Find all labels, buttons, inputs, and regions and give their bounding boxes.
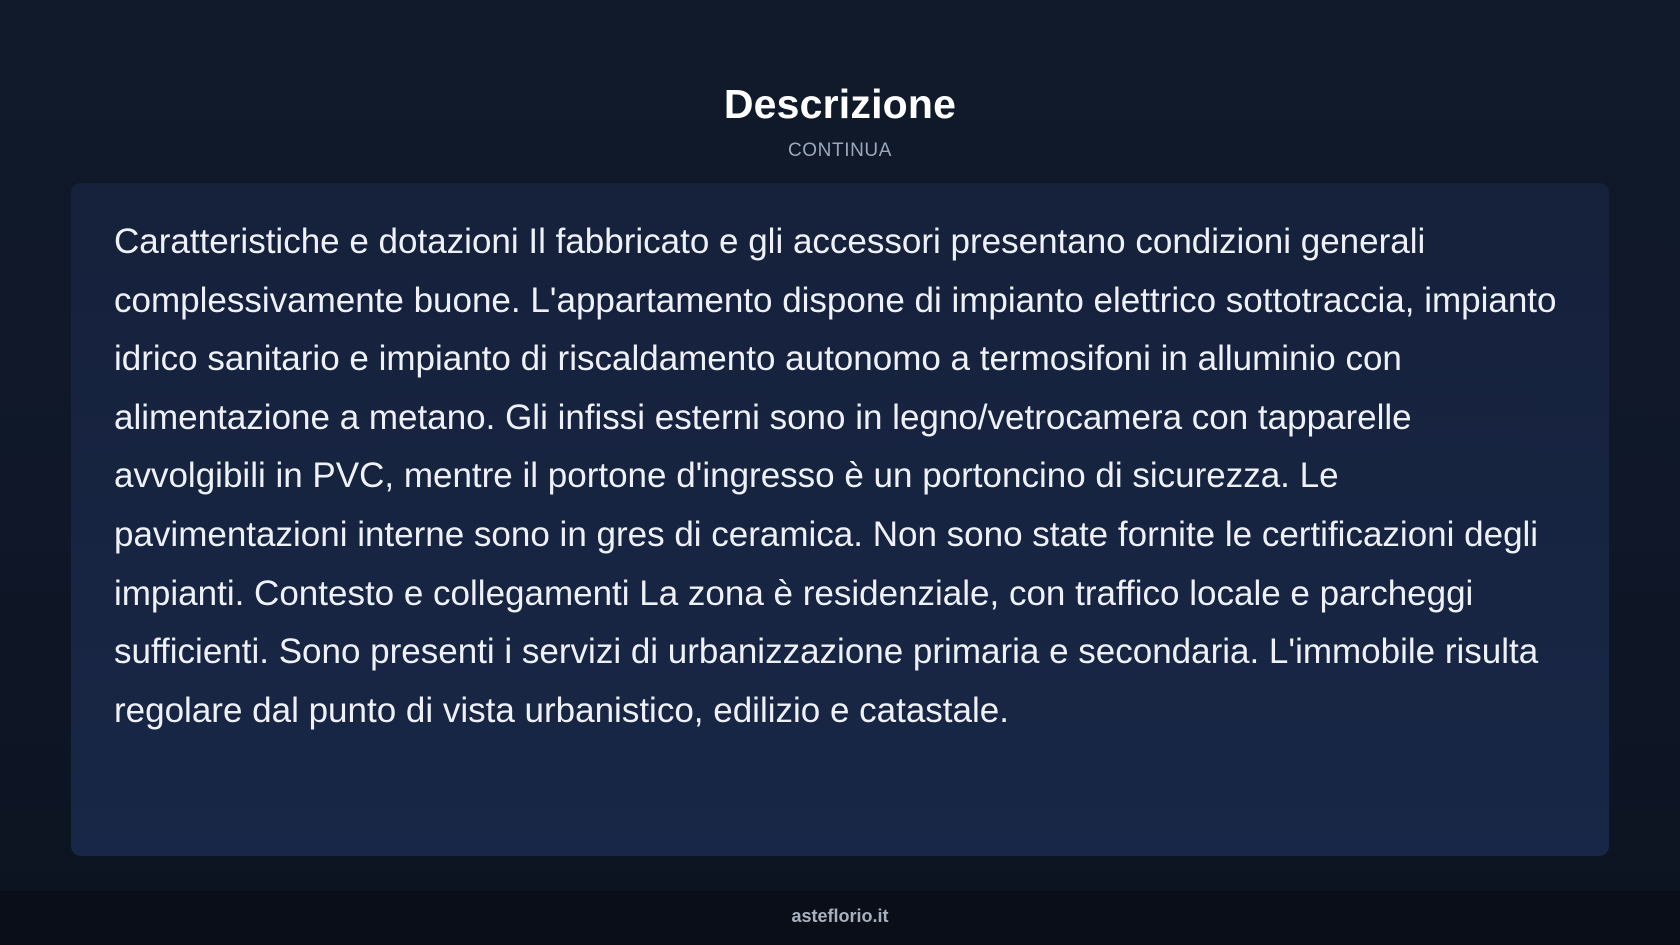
description-card [71,183,1609,856]
description-text: Caratteristiche e dotazioni Il fabbricato e gli accessori presentano condizioni generali complessivamente buone. L'appartamento dispone di impianto elettrico sottotraccia, impianto idrico sanitario e impianto di riscaldamento autonomo a termosifoni in alluminio con alimentazione a metano. Gli infissi esterni sono in legno/vetrocamera con tapparelle avvolgibili in PVC, mentre il portone d'ingresso è un portoncino di sicurezza. Le pavimentazioni interne sono in gres di ceramica. Non sono state fornite le certificazioni degli impianti. Contesto e collegamenti La zona è residenziale, con traffico locale e parcheggi sufficienti. Sono presenti i servizi di urbanizzazione primaria e secondaria. L'immobile risulta regolare dal punto di vista urbanistico, edilizio e catastale. [114,222,1557,730]
footer-site-label: asteflorio.it [791,906,889,926]
page-header [0,78,1680,162]
page-title: Descrizione [723,81,957,127]
page-subtitle: CONTINUA [787,140,893,161]
footer-bar [0,891,1680,945]
